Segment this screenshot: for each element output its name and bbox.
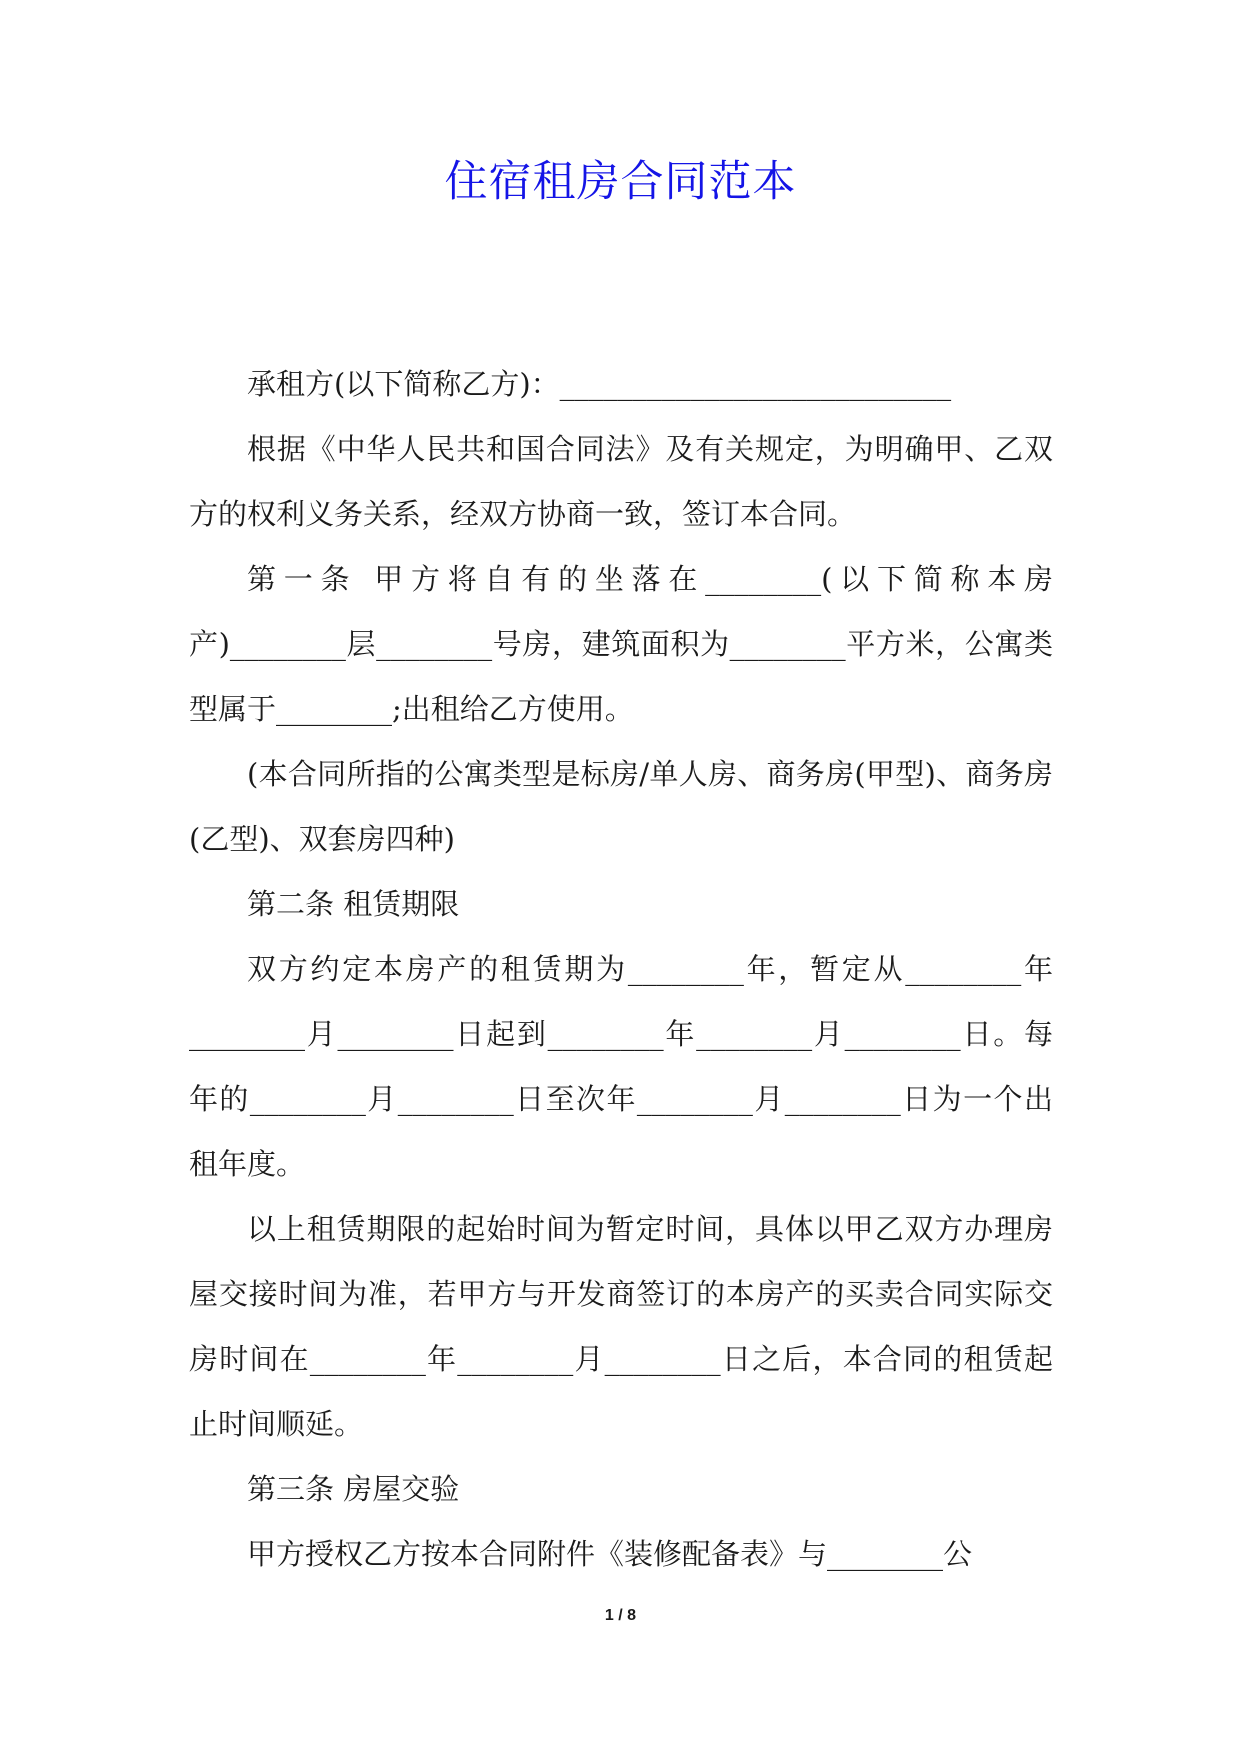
paragraph-preamble: 根据《中华人民共和国合同法》及有关规定，为明确甲、乙双方的权利义务关系，经双方协商一致，签订本合同。 <box>189 432 1053 531</box>
page-number: 1 / 8 <box>604 1607 637 1624</box>
paragraph-lease-start: 以上租赁期限的起始时间为暂定时间，具体以甲乙双方办理房屋交接时间为准，若甲方与开发商签订的本房产的买卖合同实际交房时间在________年________月________日之后，本合同的租赁起止时间顺延。 <box>189 1212 1053 1441</box>
heading-article-3: 第三条 房屋交验 <box>247 1472 460 1506</box>
heading-article-2: 第二条 租赁期限 <box>247 887 460 921</box>
document-body <box>189 352 1053 1587</box>
paragraph-article-1: 第一条 甲方将自有的坐落在________(以下简称本房产)________层________号房，建筑面积为________平方米，公寓类型属于________;出租给乙方使用。 <box>189 562 1053 726</box>
paragraph-handover: 甲方授权乙方按本合同附件《装修配备表》与________公 <box>247 1537 973 1571</box>
paragraph-lessee: 承租方(以下简称乙方)：___________________________ <box>247 367 952 401</box>
paragraph-apartment-types: (本合同所指的公寓类型是标房/单人房、商务房(甲型)、商务房(乙型)、双套房四种) <box>189 757 1053 856</box>
document-title: 住宿租房合同范本 <box>444 157 797 207</box>
paragraph-lease-term: 双方约定本房产的租赁期为________年，暂定从________年________月________日起到________年________月________日。每年的________月________日至次年________月________日为一个出租年度。 <box>189 952 1053 1181</box>
